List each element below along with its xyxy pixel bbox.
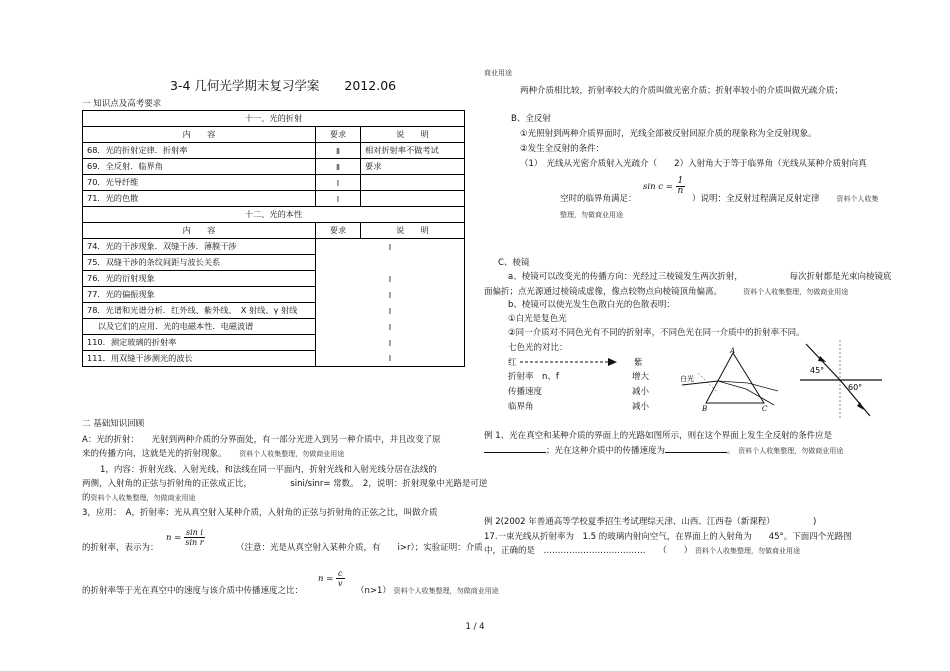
prism-label-b: B [702, 405, 708, 413]
section-heading-2: 二 基础知识回顾 [82, 419, 145, 429]
refractive-index-note: （注意：光是从真空射入某种介质，有 i>r）；实验证明：介质 [236, 543, 483, 553]
law-content-line: 1，内容：折射光线、入射光线、和法线在同一平面内，折射光线和入射光线分居在法线的 [100, 465, 437, 475]
prism-label-a: A [730, 347, 736, 355]
critical-angle-note: ）说明：全反射过程满足反射定律 资料个人收集 [692, 194, 879, 204]
prism-heading: C、棱镜 [498, 258, 530, 268]
color-row-critical-val: 减小 [632, 402, 650, 412]
color-violet-label: 紫 [634, 358, 643, 368]
red-to-violet-arrow [518, 357, 618, 367]
total-reflection-heading: B、全反射 [511, 114, 551, 124]
table-row: 78．光谱和光谱分析．红外线、紫外线、 X 射线、γ 射线 Ⅰ [83, 303, 465, 319]
law-content-line3: 的资料个人收集整理，勿做商业用途 [82, 493, 196, 503]
formula-critical-angle: sin c = $\frac{1}{n}$ [643, 176, 684, 196]
prism-direction: a、棱镜可以改变光的传播方向：光经过三棱镜发生两次折射， 每次折射都是光束向棱镜底 [508, 272, 892, 282]
table-row: 70．光导纤维 Ⅰ [83, 175, 465, 191]
formula-sin-ratio: n = $\frac{\text{sin i}}{\text{sin r}}$ [166, 528, 204, 547]
prism-dispersion: b、棱镜可以使光发生色散白光的色散表明： [508, 300, 675, 310]
critical-angle-line: 空时的临界角满足： [560, 194, 637, 204]
total-reflection-condition: ②发生全反射的条件： [520, 144, 605, 154]
section-heading-1: 一 知识点及高考要求 [82, 99, 162, 109]
prism-label-white: 白光 [680, 375, 694, 383]
example2-options: 中，正确的是 ……………………………… （ ） 资料个人收集整理，勿做商业用途 [484, 546, 801, 556]
white-light-composite: ①白光是复色光 [508, 314, 567, 324]
example1-question: 例 1、光在真空和某种介质的界面上的光路如图所示，则在这个界面上发生全反射的条件应是 [484, 431, 833, 441]
table-row: 74．光的干涉现象．双缝干涉．薄膜干涉 Ⅰ [83, 239, 465, 255]
dense-sparse-media: 两种介质相比较，折射率较大的介质叫做光密介质；折射率较小的介质叫做光疏介质； [520, 86, 844, 96]
table-section-refraction: 十一、光的折射 [83, 111, 465, 127]
application-line: 3，应用： A，折射率：光从真空射入某种介质，入射角的正弦与折射角的正弦之比，叫做介质 [82, 508, 438, 518]
syllabus-table [82, 110, 465, 367]
watermark-line: 整理，勿做商业用途 [560, 211, 623, 219]
example1-blanks: ；光在这种介质中的传播速度为 。 资料个人收集整理，勿做商业用途 [484, 443, 843, 456]
color-row-speed: 传播速度 [508, 387, 543, 397]
table-row: 68．光的折射定律．折射率 Ⅱ 相对折射率不做考试 [83, 143, 465, 159]
speed-ratio-note: （n>1） 资料个人收集整理，勿做商业用途 [356, 586, 499, 596]
prism-dispersion-figure [678, 345, 783, 413]
table-row: 111．用双缝干涉测光的波长 Ⅰ [83, 351, 465, 367]
page-number: 1 / 4 [465, 622, 485, 632]
col-header-note-2: 说 明 [361, 223, 465, 239]
top-watermark: 商业用途 [484, 69, 512, 77]
table-row: 75．双缝干涉的条纹间距与波长关系 [83, 255, 465, 271]
angle-60-label: 60° [848, 383, 863, 392]
color-row-index: 折射率 n、f [508, 372, 559, 382]
color-row-critical: 临界角 [508, 402, 534, 412]
color-row-index-val: 增大 [632, 372, 650, 382]
col-header-requirement-2: 要求 [316, 223, 361, 239]
refractive-index-color: ②同一介质对不同色光有不同的折射率，不同色光在同一介质中的折射率不同。 [508, 328, 805, 338]
table-row: 77．光的偏振现象 Ⅰ [83, 287, 465, 303]
speed-ratio-line: 的折射率等于光在真空中的速度与该介质中传播速度之比： [82, 586, 304, 596]
color-red-label: 红 [508, 358, 517, 368]
formula-speed-ratio: n = $\frac{c}{v}$ [318, 569, 343, 588]
law-content-line2: 两侧，入射角的正弦与折射角的正弦成正比， sini/sinr= 常数。 2，说明：折射现象中光路是可逆 [82, 479, 488, 489]
table-row: 69．全反射．临界角 Ⅱ 要求 [83, 159, 465, 175]
table-row: 110．测定玻璃的折射率 Ⅰ [83, 335, 465, 351]
col-header-note: 说 明 [361, 127, 465, 143]
prism-label-c: C [762, 405, 768, 413]
col-header-content: 内 容 [83, 127, 316, 143]
color-row-speed-val: 减小 [632, 387, 650, 397]
total-reflection-condition-detail: （1） 光线从光密介质射入光疏介（ 2）入射角大于等于临界角（光线从某种介质射向真 [520, 159, 867, 169]
table-section-nature-of-light: 十二、光的本性 [83, 207, 465, 223]
refractive-index-line: 的折射率，表示为： [82, 543, 159, 553]
table-row: 以及它们的应用．光的电磁本性．电磁波谱 Ⅰ [83, 319, 465, 335]
col-header-requirement: 要求 [316, 127, 361, 143]
page-title: 3-4 几何光学期末复习学案 2012.06 [170, 78, 397, 93]
example2-source: 例 2(2002 年普通高等学校夏季招生考试理综天津、山西、江西卷（新课程） ) [484, 517, 817, 527]
seven-colors-heading: 七色光的对比： [508, 343, 568, 353]
refraction-angle-figure [800, 340, 882, 420]
refraction-definition-cont: 来的传播方向，这就是光的折射现象。 资料个人收集整理，勿做商业用途 [82, 449, 345, 459]
example2-question: 17.一束光线从折射率为 1.5 的玻璃内射向空气，在界面上的入射角为 45°。下面四个光路图 [484, 532, 852, 542]
angle-45-label: 45° [810, 366, 825, 375]
table-row: 71．光的色散 Ⅰ [83, 191, 465, 207]
prism-deviation: 面偏折；点光源通过棱镜成虚像，像点较物点向棱镜顶角偏离。 资料个人收集整理，勿做商业用途 [484, 287, 849, 297]
col-header-content-2: 内 容 [83, 223, 316, 239]
total-reflection-definition: ①光照射到两种介质界面时，光线全部被反射回原介质的现象称为全反射现象。 [520, 129, 817, 139]
refraction-definition: A：光的折射： 光射到两种介质的分界面处，有一部分光进入到另一种介质中，并且改变了原 [82, 435, 441, 445]
table-row: 76．光的衍射现象 Ⅰ [83, 271, 465, 287]
